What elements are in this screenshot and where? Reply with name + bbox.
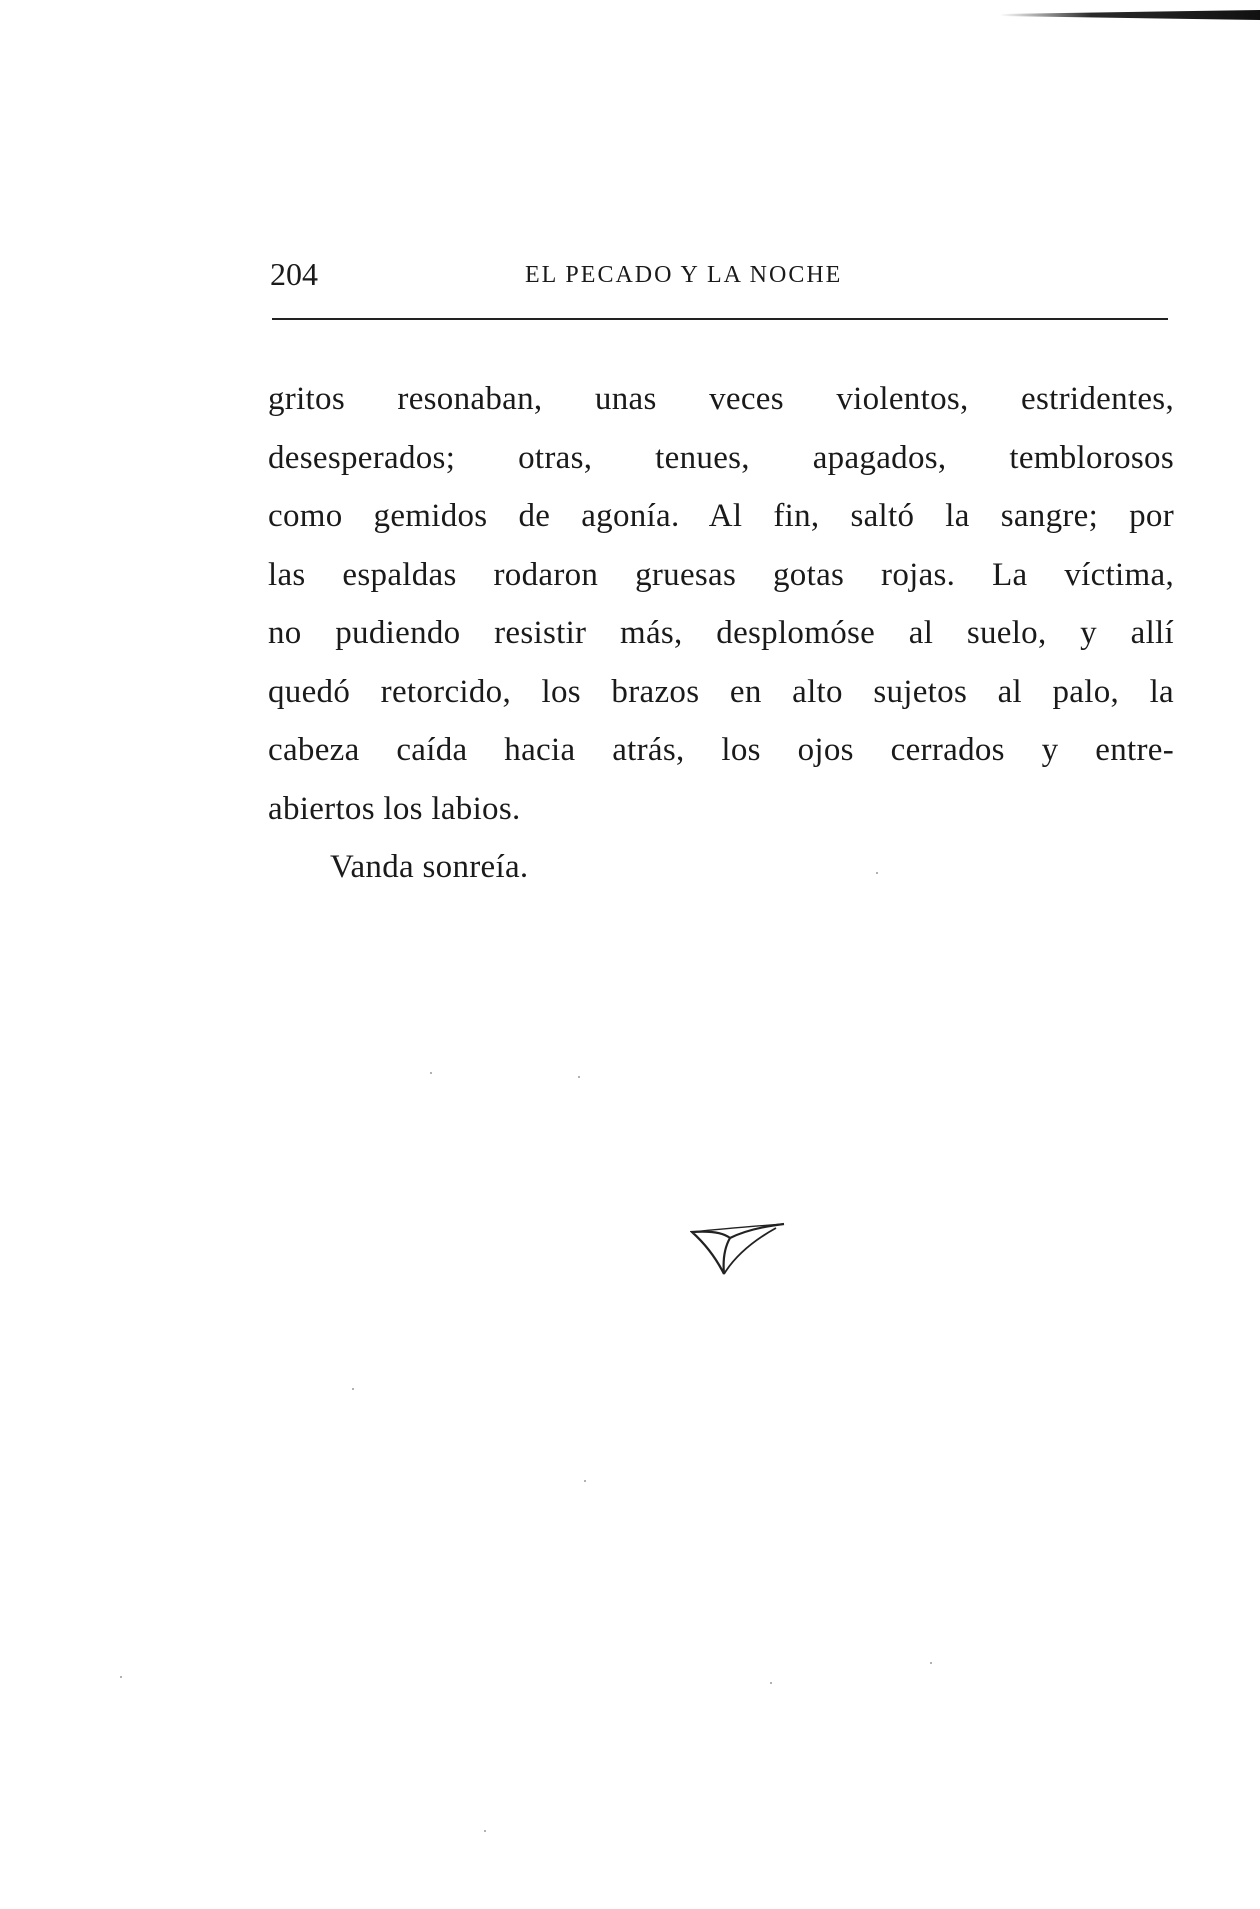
text-line: cabeza caída hacia atrás, los ojos cerrados y entre- [268,732,1174,768]
paper-speck [876,872,878,874]
paper-speck [930,1662,932,1664]
paper-speck [484,1830,486,1832]
text-line: como gemidos de agonía. Al fin, saltó la sangre; por [268,498,1174,534]
text-line: desesperados; otras, tenues, apagados, temblorosos [268,439,1174,476]
end-ornament-icon [690,1222,786,1278]
text-line: las espaldas rodaron gruesas gotas rojas. La víctima, [268,556,1174,593]
text-line: quedó retorcido, los brazos en alto sujetos al palo, la [268,673,1174,710]
paper-speck [352,1388,354,1390]
running-title: EL PECADO Y LA NOCHE [525,262,843,288]
header-rule [272,318,1168,320]
text-line: abiertos los labios. [268,790,521,827]
paper-speck [770,1682,772,1684]
running-head [270,256,1170,296]
paper-speck [430,1072,432,1074]
scan-edge-mark [1000,10,1260,20]
closing-paragraph: Vanda sonreía. [330,849,529,885]
page-number: 204 [270,256,318,292]
text-line: gritos resonaban, unas veces violentos, estridentes, [268,381,1174,417]
paper-speck [120,1676,122,1678]
paper-speck [578,1076,580,1078]
body-text [268,370,1174,897]
paper-speck [584,1480,586,1482]
text-line: no pudiendo resistir más, desplomóse al suelo, y allí [268,615,1174,651]
